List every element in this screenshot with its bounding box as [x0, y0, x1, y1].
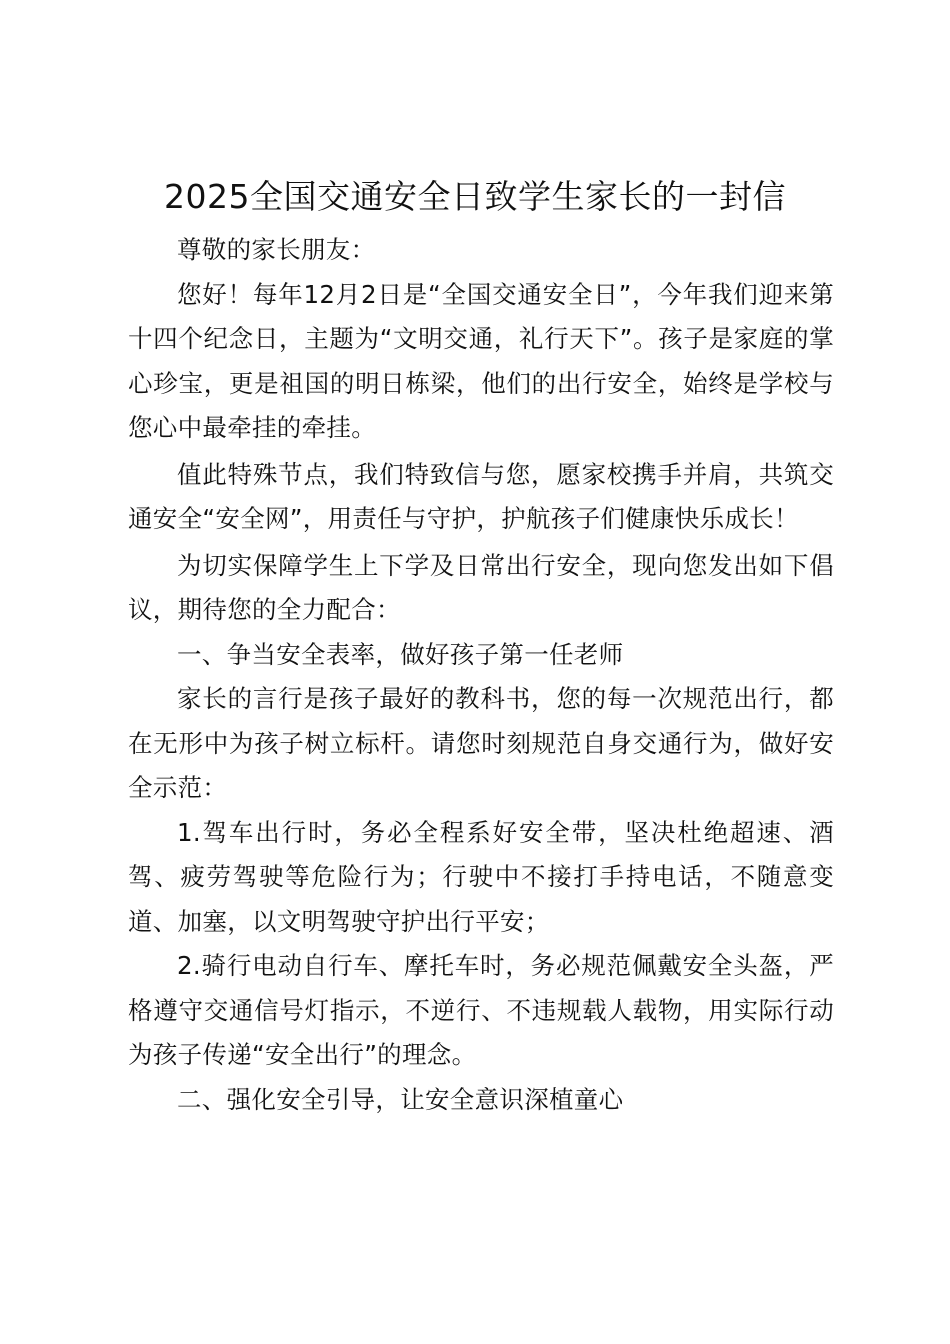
section-heading-1: 一、争当安全表率，做好孩子第一任老师 — [177, 639, 624, 669]
paragraph-greeting: 您好！每年12月2日是“全国交通安全日”，今年我们迎来第十四个纪念日，主题为“文明交通，礼行天下”。孩子是家庭的掌心珍宝，更是祖国的明日栋梁，他们的出行安全，始终是学校与您心中最牵挂的牵挂。 — [128, 279, 834, 442]
salutation: 尊敬的家长朋友： — [177, 235, 376, 264]
section1-item-1: 1.驾车出行时，务必全程系好安全带，坚决杜绝超速、酒驾、疲劳驾驶等危险行为；行驶中不接打手持电话，不随意变道、加塞，以文明驾驶守护出行平安； — [128, 817, 834, 936]
section-heading-2: 二、强化安全引导，让安全意识深植童心 — [177, 1084, 624, 1114]
section1-item-2: 2.骑行电动自行车、摩托车时，务必规范佩戴安全头盔，严格遵守交通信号灯指示，不逆行、不违规载人载物，用实际行动为孩子传递“安全出行”的理念。 — [128, 951, 834, 1069]
document-body — [128, 228, 834, 1122]
section1-intro: 家长的言行是孩子最好的教科书，您的每一次规范出行，都在无形中为孩子树立标杆。请您时刻规范自身交通行为，做好安全示范： — [128, 684, 834, 802]
paragraph-purpose: 值此特殊节点，我们特致信与您，愿家校携手并肩，共筑交通安全“安全网”，用责任与守护，护航孩子们健康快乐成长！ — [128, 459, 834, 533]
paragraph-proposal: 为切实保障学生上下学及日常出行安全，现向您发出如下倡议，期待您的全力配合： — [128, 550, 834, 624]
document-title: 2025全国交通安全日致学生家长的一封信 — [164, 177, 786, 216]
